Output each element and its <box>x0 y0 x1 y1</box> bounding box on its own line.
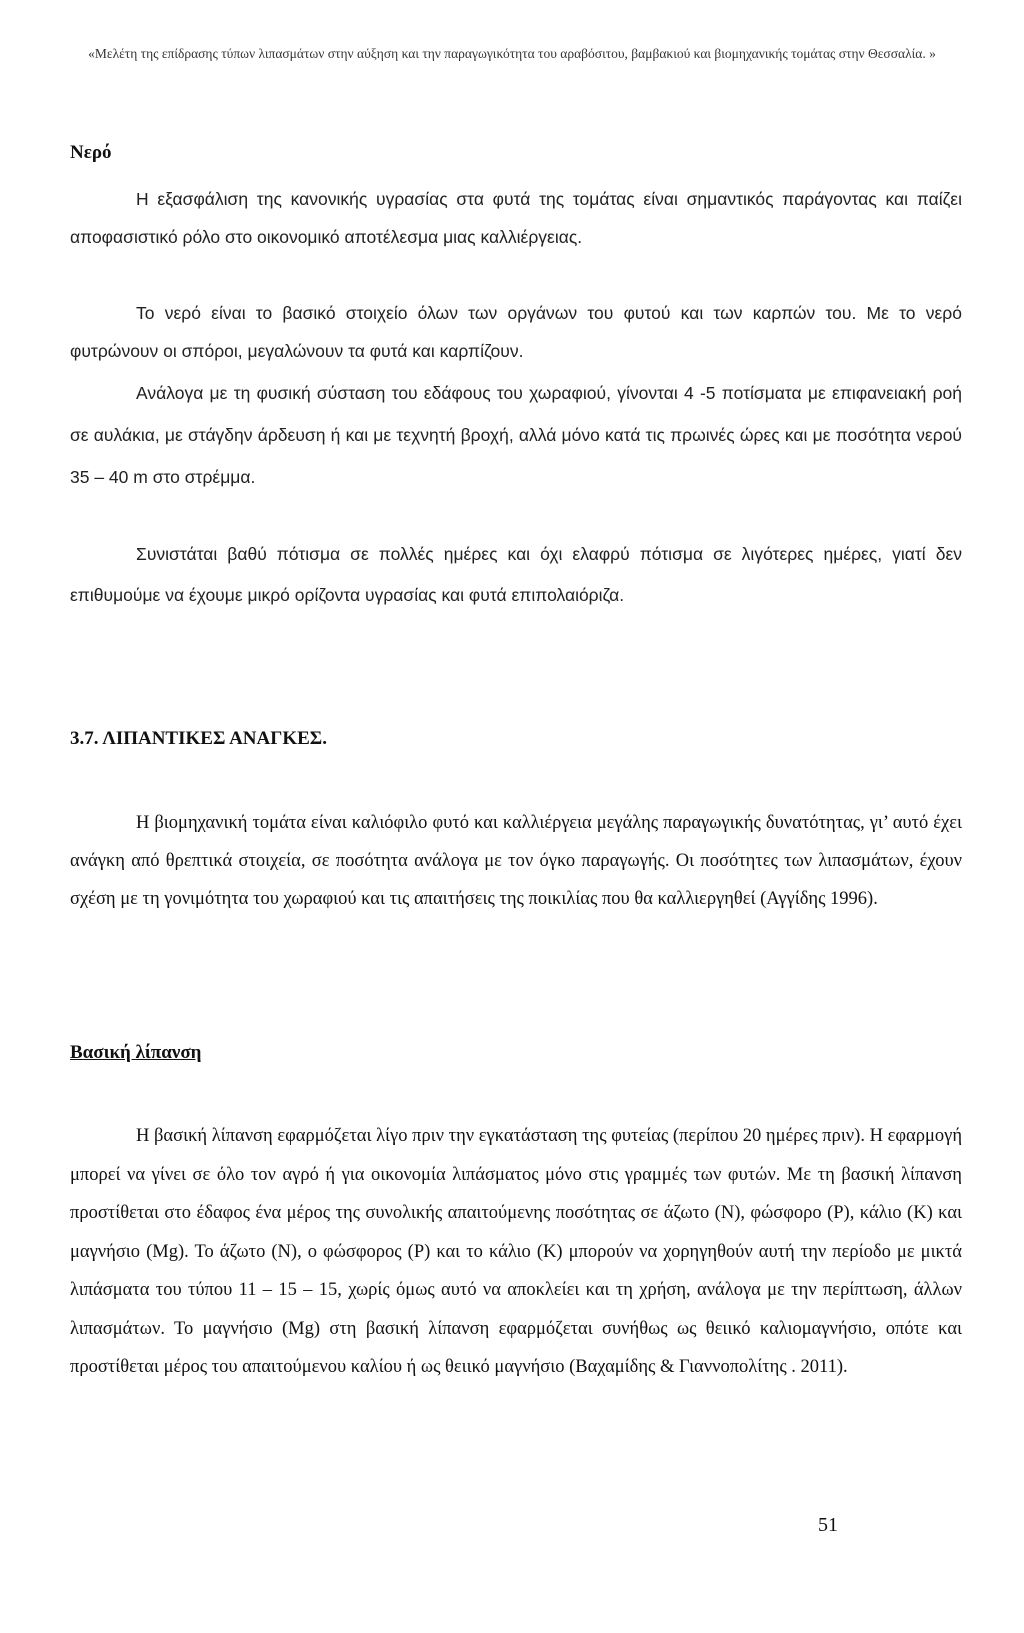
page-number: 51 <box>818 1514 838 1536</box>
heading-water: Νερό <box>70 142 112 163</box>
paragraph-water-4: Συνιστάται βαθύ πότισμα σε πολλές ημέρες και όχι ελαφρύ πότισμα σε λιγότερες ημέρες, γιατί δεν επιθυμούμε να έχουμε μικρό ορίζοντα υγρασίας και φυτά επιπολαιόριζα. <box>70 544 962 605</box>
paragraph-water-3: Ανάλογα με τη φυσική σύσταση του εδάφους του χωραφιού, γίνονται 4 -5 ποτίσματα με επιφανειακή ροή σε αυλάκια, με στάγδην άρδευση ή και με τεχνητή βροχή, αλλά μόνο κατά τις πρωινές ώρες και με ποσότητα νερού 35 – 40 m στο στρέμμα. <box>70 383 962 487</box>
paragraph-water-1: Η εξασφάλιση της κανονικής υγρασίας στα φυτά της τομάτας είναι σημαντικός παράγοντας και παίζει αποφασιστικό ρόλο στο οικονομικό αποτέλεσμα μιας καλλιέργειας. <box>70 189 962 247</box>
paragraph-fertilizer-1: Η βιομηχανική τομάτα είναι καλιόφιλο φυτό και καλλιέργεια μεγάλης παραγωγικής δυνατότητας, γι’ αυτό έχει ανάγκη από θρεπτικά στοιχεία, σε ποσότητα ανάλογα με τον όγκο παραγωγής. Οι ποσότητες των λιπασμάτων, έχουν σχέση με τη γονιμότητα του χωραφιού και τις απαιτήσεις της ποικιλίας που θα καλλιεργηθεί (Αγγίδης 1996). <box>70 813 962 909</box>
running-header: «Μελέτη της επίδρασης τύπων λιπασμάτων στην αύξηση και την παραγωγικότητα του αραβόσιτου, βαμβακιού και βιομηχανικής τομάτας στην Θεσσαλία. » <box>88 46 936 61</box>
paragraph-water-2: Το νερό είναι το βασικό στοιχείο όλων των οργάνων του φυτού και των καρπών του. Με το νερό φυτρώνουν οι σπόροι, μεγαλώνουν τα φυτά και καρπίζουν. <box>70 303 962 361</box>
heading-basic-fertilization: Βασική λίπανση <box>70 1042 202 1063</box>
paragraph-basic-1: Η βασική λίπανση εφαρμόζεται λίγο πριν την εγκατάσταση της φυτείας (περίπου 20 ημέρες πριν). Η εφαρμογή μπορεί να γίνει σε όλο τον αγρό ή για οικονομία λιπάσματος μόνο στις γραμμές των φυτών. Με τη βασική λίπανση προστίθεται στο έδαφος ένα μέρος της συνολικής απαιτούμενης ποσότητας σε άζωτο (N), φώσφορο (P), κάλιο (K) και μαγνήσιο (Mg). Το άζωτο (N), ο φώσφορος (P) και το κάλιο (K) μπορούν να χορηγηθούν αυτή την περίοδο με μικτά λιπάσματα του τύπου 11 – 15 – 15, χωρίς όμως αυτό να αποκλείει και τη χρήση, ανάλογα με την περίπτωση, άλλων λιπασμάτων. Το μαγνήσιο (Mg) στη βασική λίπανση εφαρμόζεται συνήθως ως θειικό καλιομαγνήσιο, οπότε και προστίθεται μέρος του απαιτούμενου καλίου ή ως θειικό μαγνήσιο (Βαχαμίδης & Γιαννοπολίτης . 2011). <box>70 1126 962 1377</box>
heading-fertilizer-needs: 3.7. ΛΙΠΑΝΤΙΚΕΣ ΑΝΑΓΚΕΣ. <box>70 728 327 749</box>
